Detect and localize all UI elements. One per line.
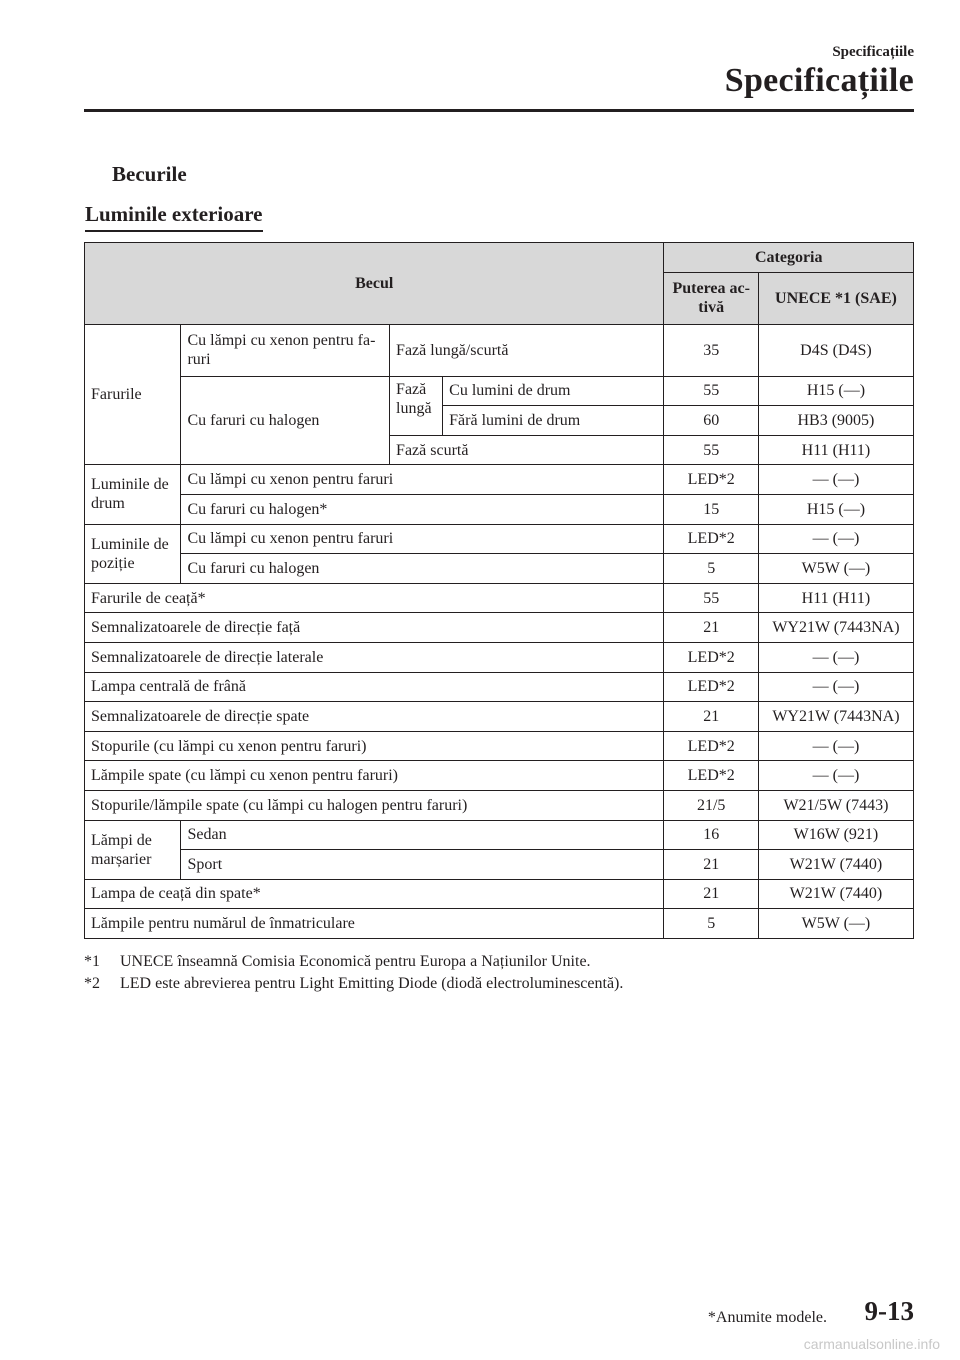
group-lampi-marsarier: Lămpi de marșarier <box>85 820 181 879</box>
table-row <box>85 554 914 584</box>
section-title: Becurile <box>112 162 187 186</box>
unece-value: W21W (7440) <box>758 879 913 909</box>
table-row <box>85 524 914 554</box>
unece-value: W5W (—) <box>758 909 913 939</box>
table-row <box>85 909 914 939</box>
page-number: 9-13 <box>864 1296 914 1326</box>
footer-note: *Anumite modele. <box>707 1309 827 1326</box>
table-row <box>85 642 914 672</box>
group-luminile-de-pozitie: Luminile de poziție <box>85 524 181 583</box>
unece-value: HB3 (9005) <box>758 406 913 436</box>
power-value: LED*2 <box>664 672 758 702</box>
footnote-text: LED este abrevierea pentru Light Emitting Diode (diodă electroluminescentă). <box>120 975 624 992</box>
header-rule <box>84 109 914 112</box>
row-label: Cu lămpi cu xenon pentru faruri <box>181 524 664 554</box>
power-value: LED*2 <box>664 465 758 495</box>
header-bulb: Becul <box>85 243 664 325</box>
row-label: Farurile de ceață* <box>85 583 664 613</box>
power-value: 15 <box>664 494 758 524</box>
row-label: Fază scurtă <box>390 435 664 465</box>
row-label: Sport <box>181 850 664 880</box>
table-row <box>85 324 914 376</box>
unece-value: — (—) <box>758 761 913 791</box>
power-value: LED*2 <box>664 642 758 672</box>
table-row <box>85 465 914 495</box>
unece-value: H11 (H11) <box>758 435 913 465</box>
power-value: 35 <box>664 324 758 376</box>
unece-value: H15 (—) <box>758 376 913 406</box>
table-row <box>85 494 914 524</box>
row-label: Lămpile spate (cu lămpi cu xenon pentru faruri) <box>85 761 664 791</box>
unece-value: WY21W (7443NA) <box>758 613 913 643</box>
row-label: Cu lumini de drum <box>443 376 664 406</box>
unece-value: W5W (—) <box>758 554 913 584</box>
row-label: Cu lămpi cu xenon pentru fa-ruri <box>181 324 390 376</box>
row-label: Sedan <box>181 820 664 850</box>
row-label: Stopurile (cu lămpi cu xenon pentru faruri) <box>85 731 664 761</box>
bulb-spec-table <box>84 242 914 939</box>
row-label: Cu faruri cu halogen <box>181 376 390 465</box>
footnote <box>84 953 591 971</box>
power-value: 21 <box>664 879 758 909</box>
subsection-title: Luminile exterioare <box>85 202 263 232</box>
row-label: Lampa de ceață din spate* <box>85 879 664 909</box>
row-label: Fază lungă/scurtă <box>390 324 664 376</box>
header-power: Puterea ac-tivă <box>664 272 758 324</box>
footnote <box>84 975 623 993</box>
unece-value: — (—) <box>758 672 913 702</box>
unece-value: W21W (7440) <box>758 850 913 880</box>
header-unece: UNECE *1 (SAE) <box>758 272 913 324</box>
footnote-mark: *2 <box>84 975 100 992</box>
unece-value: — (—) <box>758 524 913 554</box>
table-row <box>85 731 914 761</box>
watermark: carmanualsonline.info <box>803 1336 940 1352</box>
power-value: 5 <box>664 554 758 584</box>
power-value: 5 <box>664 909 758 939</box>
row-label: Lămpile pentru numărul de înmatriculare <box>85 909 664 939</box>
table-row <box>85 850 914 880</box>
power-value: 55 <box>664 583 758 613</box>
unece-value: H15 (—) <box>758 494 913 524</box>
table-row <box>85 761 914 791</box>
table-row <box>85 613 914 643</box>
header-category: Categoria <box>664 243 914 273</box>
power-value: LED*2 <box>664 761 758 791</box>
table-row <box>85 879 914 909</box>
power-value: 21 <box>664 702 758 732</box>
unece-value: — (—) <box>758 642 913 672</box>
unece-value: — (—) <box>758 465 913 495</box>
row-label: Fără lumini de drum <box>443 406 664 436</box>
row-label: Stopurile/lămpile spate (cu lămpi cu halogen pentru faruri) <box>85 790 664 820</box>
footnote-mark: *1 <box>84 953 100 970</box>
row-label: Fază lungă <box>390 376 443 435</box>
table-row <box>85 790 914 820</box>
power-value: 55 <box>664 435 758 465</box>
row-label: Cu faruri cu halogen <box>181 554 664 584</box>
unece-value: W16W (921) <box>758 820 913 850</box>
power-value: 55 <box>664 376 758 406</box>
row-label: Cu lămpi cu xenon pentru faruri <box>181 465 664 495</box>
power-value: 60 <box>664 406 758 436</box>
table-header-row <box>85 243 914 273</box>
row-label: Semnalizatoarele de direcție spate <box>85 702 664 732</box>
group-farurile: Farurile <box>85 324 181 465</box>
table-row <box>85 672 914 702</box>
power-value: LED*2 <box>664 524 758 554</box>
unece-value: D4S (D4S) <box>758 324 913 376</box>
unece-value: W21/5W (7443) <box>758 790 913 820</box>
table-row <box>85 702 914 732</box>
group-luminile-de-drum: Luminile de drum <box>85 465 181 524</box>
power-value: LED*2 <box>664 731 758 761</box>
running-header-title: Specificațiile <box>724 62 914 99</box>
table-row <box>85 820 914 850</box>
power-value: 21 <box>664 850 758 880</box>
footnote-text: UNECE înseamnă Comisia Economică pentru Europa a Națiunilor Unite. <box>120 953 591 970</box>
table-row <box>85 583 914 613</box>
power-value: 16 <box>664 820 758 850</box>
row-label: Semnalizatoarele de direcție față <box>85 613 664 643</box>
table-row <box>85 376 914 406</box>
row-label: Semnalizatoarele de direcție laterale <box>85 642 664 672</box>
row-label: Lampa centrală de frână <box>85 672 664 702</box>
running-header-small: Specificațiile <box>832 44 914 60</box>
unece-value: H11 (H11) <box>758 583 913 613</box>
unece-value: — (—) <box>758 731 913 761</box>
unece-value: WY21W (7443NA) <box>758 702 913 732</box>
row-label: Cu faruri cu halogen* <box>181 494 664 524</box>
power-value: 21/5 <box>664 790 758 820</box>
power-value: 21 <box>664 613 758 643</box>
